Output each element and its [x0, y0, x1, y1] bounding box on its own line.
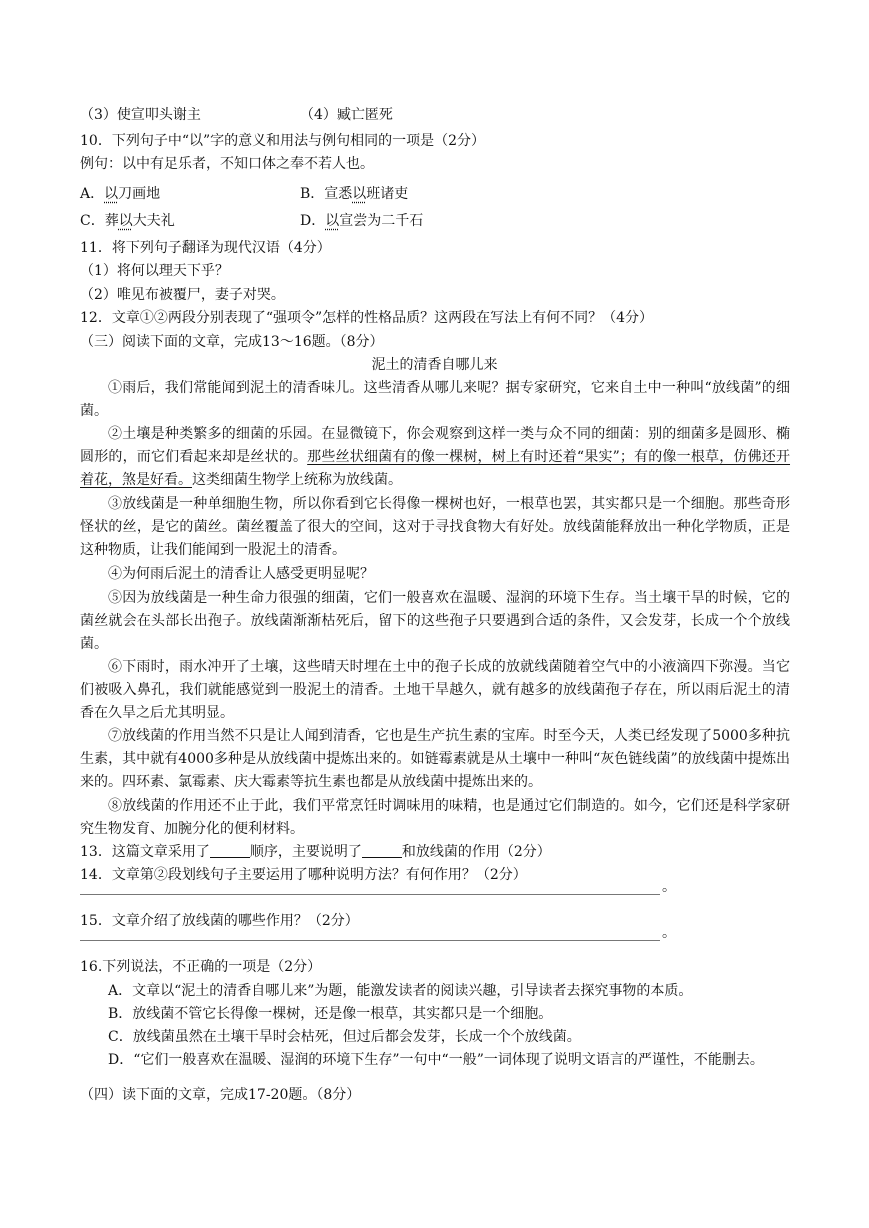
q12-stem: 12．文章①②两段分别表现了“强项令”怎样的性格品质？这两段在写法上有何不同？（4分）	[80, 310, 654, 326]
paragraph-2: ②土壤是种类繁多的细菌的乐园。在显微镜下，你会观察到这样一类与众不同的细菌：别的细菌多是圆形、椭圆形的，而它们看起来却是丝状的。那些丝状细菌有的像一棵树，树上有时还着“果实”；有的像一根草，仿佛还开着花，煞是好看。这类细菌生物学上统称为放线菌。	[80, 426, 791, 488]
q14-period: 。	[662, 879, 676, 895]
q10-option-d: D．以宣尝为二千石	[300, 213, 424, 229]
q10-stem: 10．下列句子中“以”字的意义和用法与例句相同的一项是（2分）	[80, 133, 486, 149]
q15-period: 。	[662, 925, 676, 941]
q14-stem: 14．文章第②段划线句子主要运用了哪种说明方法？有何作用？（2分）	[80, 867, 527, 883]
q13-stem: 13．这篇文章采用了 顺序，主要说明了 和放线菌的作用（2分）	[80, 844, 551, 860]
section3-heading: （三）阅读下面的文章，完成13～16题。（8分）	[80, 334, 384, 350]
paragraph-1: ①雨后，我们常能闻到泥土的清香味儿。这些清香从哪儿来呢？据专家研究，它来自土中一种叫“放线菌”的细菌。	[80, 380, 790, 419]
q16-option-a: A．文章以“泥土的清香自哪儿来”为题，能激发读者的阅读兴趣，引导读者去探究事物的本质。	[108, 983, 693, 999]
paragraph-3: ③放线菌是一种单细胞生物，所以你看到它长得像一棵树也好，一根草也罢，其实都只是一个细胞。那些奇形怪状的丝，是它的菌丝。菌丝覆盖了很大的空间，这对于寻找食物大有好处。放线菌能释放出一种化学物质，正是这种物质，让我们能闻到一股泥土的清香。	[80, 496, 790, 558]
q15-answer-line[interactable]	[80, 939, 660, 941]
paragraph-8: ⑧放线菌的作用还不止于此，我们平常烹饪时调味用的味精，也是通过它们制造的。如今，它们还是科学家研究生物发育、加腕分化的便利材料。	[80, 798, 790, 837]
q11-sentence-2: （2）唯见布被覆尸，妻子对哭。	[80, 287, 285, 303]
paragraph-4: ④为何雨后泥土的清香让人感受更明显呢？	[108, 566, 374, 582]
q11-stem: 11．将下列句子翻译为现代汉语（4分）	[80, 240, 331, 256]
q15-stem: 15．文章介绍了放线菌的哪些作用？（2分）	[80, 913, 359, 929]
q10-option-c: C．葬以大夫礼	[80, 213, 175, 229]
q10-example-label: 例句：	[80, 156, 122, 172]
article-title: 泥土的清香自哪儿来	[371, 357, 498, 373]
q10-option-b: B．宣悉以班诸吏	[300, 186, 409, 202]
q14-answer-line[interactable]	[80, 893, 660, 895]
q13-blank-2[interactable]	[362, 843, 402, 858]
q16-option-b: B．放线菌不管它长得像一棵树，还是像一根草，其实都只是一个细胞。	[108, 1006, 553, 1022]
paragraph-5: ⑤因为放线菌是一种生命力很强的细菌，它们一般喜欢在温暖、湿润的环境下生存。当土壤干旱的时候，它的菌丝就会在头部长出孢子。放线菌渐渐枯死后，留下的这些孢子只要遇到合适的条件，又会发芽，长成一个个放线菌。	[80, 590, 790, 652]
q16-option-d: D．“它们一般喜欢在温暖、湿润的环境下生存”一句中“一般”一词体现了说明文语言的严谨性，不能删去。	[108, 1052, 764, 1068]
q10-example-text: 以中有足乐者，不知口体之奉不若人也。	[122, 156, 374, 172]
q13-blank-1[interactable]	[210, 843, 250, 858]
paragraph-6: ⑥下雨时，雨水冲开了土壤，这些晴天时埋在土中的孢子长成的放就线菌随着空气中的小液滴四下弥漫。当它们被吸入鼻孔，我们就能感觉到一股泥土的清香。土地干旱越久，就有越多的放线菌孢子存在，所以雨后泥土的清香在久旱之后尤其明显。	[80, 659, 790, 721]
q9-option-4: （4）臧亡匿死	[300, 107, 393, 123]
underlined-sentence: 那些丝状细菌有的像一棵树，树上有时还着“果实”；有的像一根草，仿佛还开着花，煞是好看。	[80, 449, 791, 488]
q11-sentence-1: （1）将何以理天下乎？	[80, 263, 229, 279]
paragraph-7: ⑦放线菌的作用当然不只是让人闻到清香，它也是生产抗生素的宝库。时至今天，人类已经发现了5000多种抗生素，其中就有4000多种是从放线菌中提炼出来的。如链霉素就是从土壤中一种叫“灰色链线菌”的放线菌中提炼出来的。四环素、氯霉素、庆大霉素等抗生素也都是从放线菌中提炼出来的。	[80, 728, 790, 790]
section4-heading: （四）读下面的文章，完成17-20题。（8分）	[80, 1087, 361, 1103]
q16-stem: 16.下列说法，不正确的一项是（2分）	[80, 959, 322, 975]
q10-example	[80, 153, 374, 176]
q16-option-c: C．放线菌虽然在土壤干旱时会枯死，但过后都会发芽，长成一个个放线菌。	[108, 1029, 581, 1045]
q10-option-a: A．以刀画地	[80, 186, 161, 202]
q9-option-3: （3）使宣叩头谢主	[80, 107, 201, 123]
